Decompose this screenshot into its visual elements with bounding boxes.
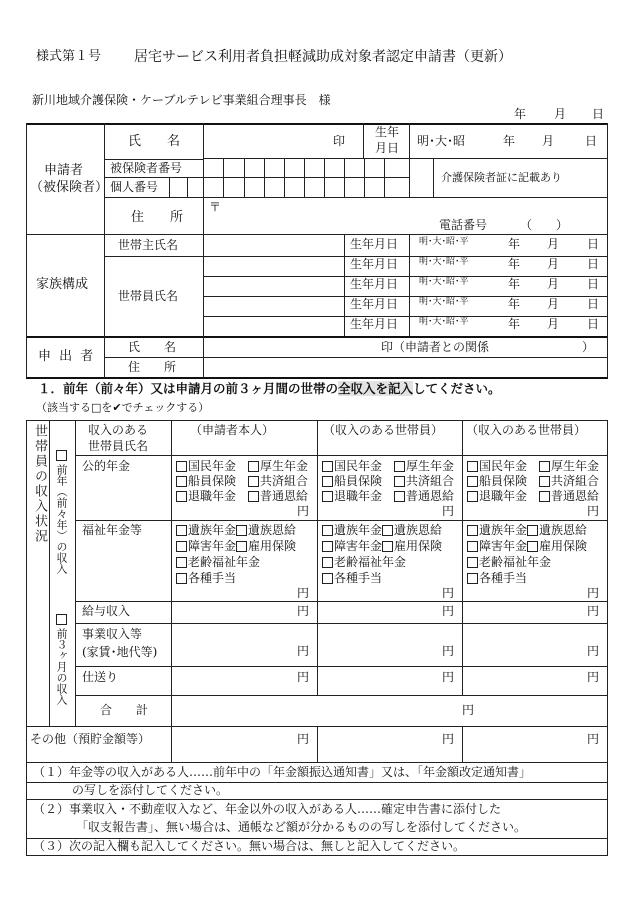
checkbox[interactable]	[322, 491, 333, 502]
submitter-name-field[interactable]	[204, 338, 374, 356]
checkbox[interactable]	[539, 476, 550, 487]
submitter-seal-relation: 印（申請者との関係	[381, 340, 490, 354]
applicant-birth-year: 年	[503, 134, 516, 148]
col-applicant: （申請者本人）	[190, 423, 275, 437]
family-birth-month: 月	[547, 317, 560, 331]
checkbox[interactable]	[176, 557, 187, 568]
pension-yen: 円	[442, 504, 455, 518]
business-yen: 円	[442, 644, 455, 658]
personal-number-label: 個人番号	[110, 180, 159, 194]
welfare-rorei[interactable]	[322, 556, 406, 569]
family-era-options[interactable]: 明･大･昭･平	[419, 317, 469, 327]
pension-kokumin[interactable]	[176, 460, 236, 473]
checkbox[interactable]	[394, 461, 405, 472]
family-birth-label: 生年月日	[350, 257, 399, 271]
pension-taishoku[interactable]	[322, 490, 382, 503]
pension-senin-label: 船員保険	[334, 474, 383, 488]
pension-kokumin[interactable]	[467, 460, 527, 473]
family-era-options[interactable]: 明･大･昭･平	[419, 277, 469, 287]
welfare-izoku-nenkin[interactable]	[322, 524, 382, 537]
welfare-rorei[interactable]	[467, 556, 551, 569]
col-header-1: 収入のある	[88, 423, 149, 437]
insured-number-label: 被保険者番号	[110, 161, 183, 175]
family-birth-month: 月	[547, 237, 560, 251]
phone-parens[interactable]: （ ）	[520, 218, 569, 232]
insured-card-note: 介護保険者証に記載あり	[441, 171, 562, 184]
applicant-birth-label-2: 月日	[375, 141, 400, 155]
applicant-section-label: 申請者	[44, 163, 84, 178]
family-era-options[interactable]: 明･大･昭･平	[419, 297, 469, 307]
family-birth-year: 年	[508, 257, 521, 271]
applicant-address-field[interactable]	[222, 199, 602, 217]
checkbox[interactable]	[236, 525, 247, 536]
checkbox[interactable]	[382, 525, 393, 536]
pension-kokumin[interactable]	[322, 460, 382, 473]
family-section-label: 家族構成	[36, 277, 89, 292]
checkbox[interactable]	[467, 573, 478, 584]
household-member-name-field[interactable]	[204, 276, 343, 294]
family-birth-day: 日	[587, 257, 600, 271]
pension-kokumin-label: 国民年金	[479, 459, 528, 473]
checkbox[interactable]	[322, 541, 333, 552]
family-era-options[interactable]: 明･大･昭･平	[419, 237, 469, 247]
submitter-close-paren: ）	[582, 340, 595, 354]
business-sublabel: (家賃･地代等)	[82, 645, 158, 659]
remit-yen: 円	[442, 670, 455, 684]
income-instruction: １．前年（前々年）又は申請月の前３ヶ月間の世帯の全収入を記入してください。	[38, 381, 501, 396]
option-3months-label: 前３ヶ月の収入	[55, 628, 68, 705]
welfare-rorei-label: 老齢福祉年金	[188, 555, 261, 569]
family-birth-label: 生年月日	[350, 277, 399, 291]
pension-taishoku[interactable]	[467, 490, 527, 503]
col-header-2: 世帯員氏名	[88, 439, 149, 453]
note-3: （３）次の記入欄も記入してください。無い場合は、無しと記入してください。	[33, 839, 466, 853]
phone-label: 電話番号	[439, 218, 488, 232]
total-label: 合 計	[100, 703, 149, 717]
pension-senin-label: 船員保険	[479, 474, 528, 488]
welfare-rorei-label: 老齢福祉年金	[334, 555, 407, 569]
checkbox[interactable]	[176, 461, 187, 472]
pension-kosei-label: 厚生年金	[260, 459, 309, 473]
option-prev-year-label: 前年（前々年）の収入	[55, 464, 68, 574]
checkbox[interactable]	[467, 525, 478, 536]
welfare-izoku-onkyu[interactable]	[382, 524, 442, 537]
pension-senin[interactable]	[467, 475, 527, 488]
welfare-izoku-nenkin-label: 遺族年金	[479, 523, 528, 537]
household-head-label: 世帯主氏名	[118, 238, 179, 252]
applicant-birth-label: 生年	[375, 125, 400, 139]
option-3months[interactable]	[54, 612, 68, 705]
pension-kokumin-label: 国民年金	[188, 459, 237, 473]
welfare-yen: 円	[587, 586, 600, 600]
applicant-name-label: 氏 名	[128, 134, 181, 149]
welfare-izoku-onkyu-label: 遺族恩給	[394, 523, 443, 537]
family-birth-month: 月	[547, 257, 560, 271]
household-member-name-field[interactable]	[204, 256, 343, 274]
household-member-label: 世帯員氏名	[118, 289, 179, 303]
checkbox[interactable]	[322, 476, 333, 487]
salary-label: 給与収入	[82, 604, 131, 618]
checkbox[interactable]	[467, 557, 478, 568]
welfare-teate[interactable]	[322, 572, 382, 585]
welfare-izoku-nenkin-label: 遺族年金	[188, 523, 237, 537]
pension-label: 公的年金	[82, 459, 131, 473]
welfare-izoku-onkyu[interactable]	[236, 524, 296, 537]
welfare-koyo-label: 雇用保険	[248, 539, 297, 553]
family-birth-day: 日	[587, 277, 600, 291]
pension-onkyu[interactable]	[248, 490, 308, 503]
pension-taishoku-label: 退職年金	[479, 489, 528, 503]
pension-yen: 円	[587, 504, 600, 518]
applicant-seal: 印	[333, 134, 346, 148]
form-number: 様式第１号	[36, 49, 102, 64]
pension-taishoku-label: 退職年金	[334, 489, 383, 503]
household-member-name-field[interactable]	[204, 296, 343, 314]
applicant-section-sublabel: （被保険者）	[30, 180, 109, 195]
other-yen: 円	[297, 732, 310, 746]
note-2: （２）事業収入・不動産収入など、年金以外の収入がある人……確定申告書に添付した	[33, 802, 502, 816]
welfare-izoku-onkyu[interactable]	[527, 524, 587, 537]
total-yen: 円	[462, 703, 475, 717]
welfare-yen: 円	[297, 586, 310, 600]
welfare-yen: 円	[442, 586, 455, 600]
addressee: 新川地域介護保険・ケーブルテレビ事業組合理事長 様	[32, 93, 331, 107]
checkbox[interactable]	[322, 525, 333, 536]
pension-kokumin-label: 国民年金	[334, 459, 383, 473]
option-prev-year[interactable]	[54, 448, 68, 574]
pension-senin-label: 船員保険	[188, 474, 237, 488]
pension-onkyu[interactable]	[539, 490, 599, 503]
welfare-shogai-label: 障害年金	[479, 539, 528, 553]
welfare-teate-label: 各種手当	[479, 571, 528, 585]
welfare-teate[interactable]	[467, 572, 527, 585]
pension-kosei-label: 厚生年金	[551, 459, 600, 473]
checkbox[interactable]	[382, 541, 393, 552]
salary-yen: 円	[442, 604, 455, 618]
other-yen: 円	[442, 732, 455, 746]
pension-taishoku-label: 退職年金	[188, 489, 237, 503]
welfare-izoku-nenkin[interactable]	[467, 524, 527, 537]
checkbox[interactable]	[527, 541, 538, 552]
col-member-1: （収入のある世帯員）	[323, 423, 444, 437]
household-head-name-field[interactable]	[204, 236, 343, 254]
welfare-izoku-nenkin[interactable]	[176, 524, 236, 537]
family-birth-label: 生年月日	[350, 237, 399, 251]
applicant-era-options[interactable]: 明･大･昭	[417, 134, 466, 148]
applicant-birth-month: 月	[542, 134, 555, 148]
income-side-label: 世帯員の収入状況	[32, 424, 47, 544]
family-birth-year: 年	[508, 277, 521, 291]
checkbox[interactable]	[467, 541, 478, 552]
checkbox[interactable]	[248, 476, 259, 487]
welfare-label: 福祉年金等	[82, 523, 143, 537]
family-birth-year: 年	[508, 297, 521, 311]
welfare-rorei-label: 老齢福祉年金	[479, 555, 552, 569]
checkbox[interactable]	[527, 525, 538, 536]
salary-yen: 円	[587, 604, 600, 618]
welfare-shogai[interactable]	[322, 540, 382, 553]
checkbox[interactable]	[394, 491, 405, 502]
checkbox[interactable]	[539, 461, 550, 472]
checkbox[interactable]	[176, 476, 187, 487]
checkbox[interactable]	[56, 450, 67, 461]
submitter-address-label: 住 所	[128, 360, 177, 374]
welfare-koyo-label: 雇用保険	[394, 539, 443, 553]
remit-yen: 円	[297, 670, 310, 684]
applicant-birth-day: 日	[585, 134, 598, 148]
welfare-izoku-onkyu-label: 遺族恩給	[248, 523, 297, 537]
date-year-label: 年	[514, 107, 527, 121]
pension-kyosai-label: 共済組合	[551, 474, 600, 488]
pension-kyosai-label: 共済組合	[406, 474, 455, 488]
family-birth-day: 日	[587, 237, 600, 251]
business-label: 事業収入等	[82, 627, 143, 641]
pension-onkyu-label: 普通恩給	[260, 489, 309, 503]
salary-yen: 円	[297, 604, 310, 618]
welfare-shogai-label: 障害年金	[188, 539, 237, 553]
checkbox[interactable]	[176, 573, 187, 584]
checkbox[interactable]	[248, 491, 259, 502]
submitter-address-field[interactable]	[204, 358, 604, 376]
pension-senin[interactable]	[176, 475, 236, 488]
pension-taishoku[interactable]	[176, 490, 236, 503]
welfare-izoku-nenkin-label: 遺族年金	[334, 523, 383, 537]
pension-kosei[interactable]	[394, 460, 454, 473]
checkbox[interactable]	[56, 614, 67, 625]
welfare-shogai[interactable]	[176, 540, 236, 553]
pension-senin[interactable]	[322, 475, 382, 488]
postal-mark: 〒	[209, 200, 222, 214]
other-yen: 円	[587, 732, 600, 746]
pension-onkyu-label: 普通恩給	[406, 489, 455, 503]
welfare-rorei[interactable]	[176, 556, 260, 569]
family-birth-month: 月	[547, 297, 560, 311]
remit-yen: 円	[587, 670, 600, 684]
welfare-koyo[interactable]	[236, 540, 296, 553]
pension-onkyu[interactable]	[394, 490, 454, 503]
remit-label: 仕送り	[82, 670, 119, 684]
welfare-koyo-label: 雇用保険	[539, 539, 588, 553]
check-note: （該当する□を✔でチェックする）	[36, 401, 210, 414]
date-month-label: 月	[554, 107, 567, 121]
submitter-section-label: 申 出 者	[38, 349, 96, 364]
note-1-cont: の写しを添付してください。	[72, 783, 229, 797]
pension-kosei[interactable]	[539, 460, 599, 473]
insured-number-field[interactable]	[204, 159, 408, 196]
pension-yen: 円	[297, 504, 310, 518]
welfare-izoku-onkyu-label: 遺族恩給	[539, 523, 588, 537]
family-birth-day: 日	[587, 297, 600, 311]
family-birth-month: 月	[547, 277, 560, 291]
col-member-2: （収入のある世帯員）	[466, 423, 587, 437]
pension-kosei[interactable]	[248, 460, 308, 473]
note-1: （１）年金等の収入がある人……前年中の「年金額振込通知書」又は、「年金額改定通知書」	[33, 765, 532, 779]
checkbox[interactable]	[236, 541, 247, 552]
applicant-address-label: 住 所	[131, 210, 184, 225]
checkbox[interactable]	[176, 525, 187, 536]
date-day-label: 日	[592, 107, 605, 121]
pension-kyosai[interactable]	[394, 475, 454, 488]
welfare-koyo[interactable]	[382, 540, 442, 553]
checkbox[interactable]	[467, 461, 478, 472]
note-2-cont: 「収支報告書」、無い場合は、通帳など額が分かるものの写しを添付してください。	[76, 820, 527, 834]
checkbox[interactable]	[394, 476, 405, 487]
checkbox[interactable]	[176, 541, 187, 552]
checkbox[interactable]	[322, 557, 333, 568]
checkbox[interactable]	[322, 461, 333, 472]
pension-kyosai[interactable]	[539, 475, 599, 488]
welfare-shogai-label: 障害年金	[334, 539, 383, 553]
household-member-name-field[interactable]	[204, 316, 343, 334]
family-birth-day: 日	[587, 317, 600, 331]
welfare-shogai[interactable]	[467, 540, 527, 553]
pension-kyosai-label: 共済組合	[260, 474, 309, 488]
family-era-options[interactable]: 明･大･昭･平	[419, 257, 469, 267]
welfare-teate-label: 各種手当	[334, 571, 383, 585]
checkbox[interactable]	[248, 461, 259, 472]
checkbox[interactable]	[539, 491, 550, 502]
pension-onkyu-label: 普通恩給	[551, 489, 600, 503]
family-birth-year: 年	[508, 237, 521, 251]
welfare-teate[interactable]	[176, 572, 236, 585]
pension-kyosai[interactable]	[248, 475, 308, 488]
form-title: 居宅サービス利用者負担軽減助成対象者認定申請書（更新）	[134, 49, 512, 65]
family-birth-label: 生年月日	[350, 317, 399, 331]
welfare-teate-label: 各種手当	[188, 571, 237, 585]
submitter-name-label: 氏 名	[128, 340, 177, 354]
checkbox[interactable]	[467, 476, 478, 487]
family-birth-label: 生年月日	[350, 297, 399, 311]
checkbox[interactable]	[322, 573, 333, 584]
family-birth-year: 年	[508, 317, 521, 331]
checkbox[interactable]	[176, 491, 187, 502]
checkbox[interactable]	[467, 491, 478, 502]
other-label: その他（預貯金額等）	[30, 732, 151, 746]
pension-kosei-label: 厚生年金	[406, 459, 455, 473]
welfare-koyo[interactable]	[527, 540, 587, 553]
business-yen: 円	[587, 644, 600, 658]
business-yen: 円	[297, 644, 310, 658]
